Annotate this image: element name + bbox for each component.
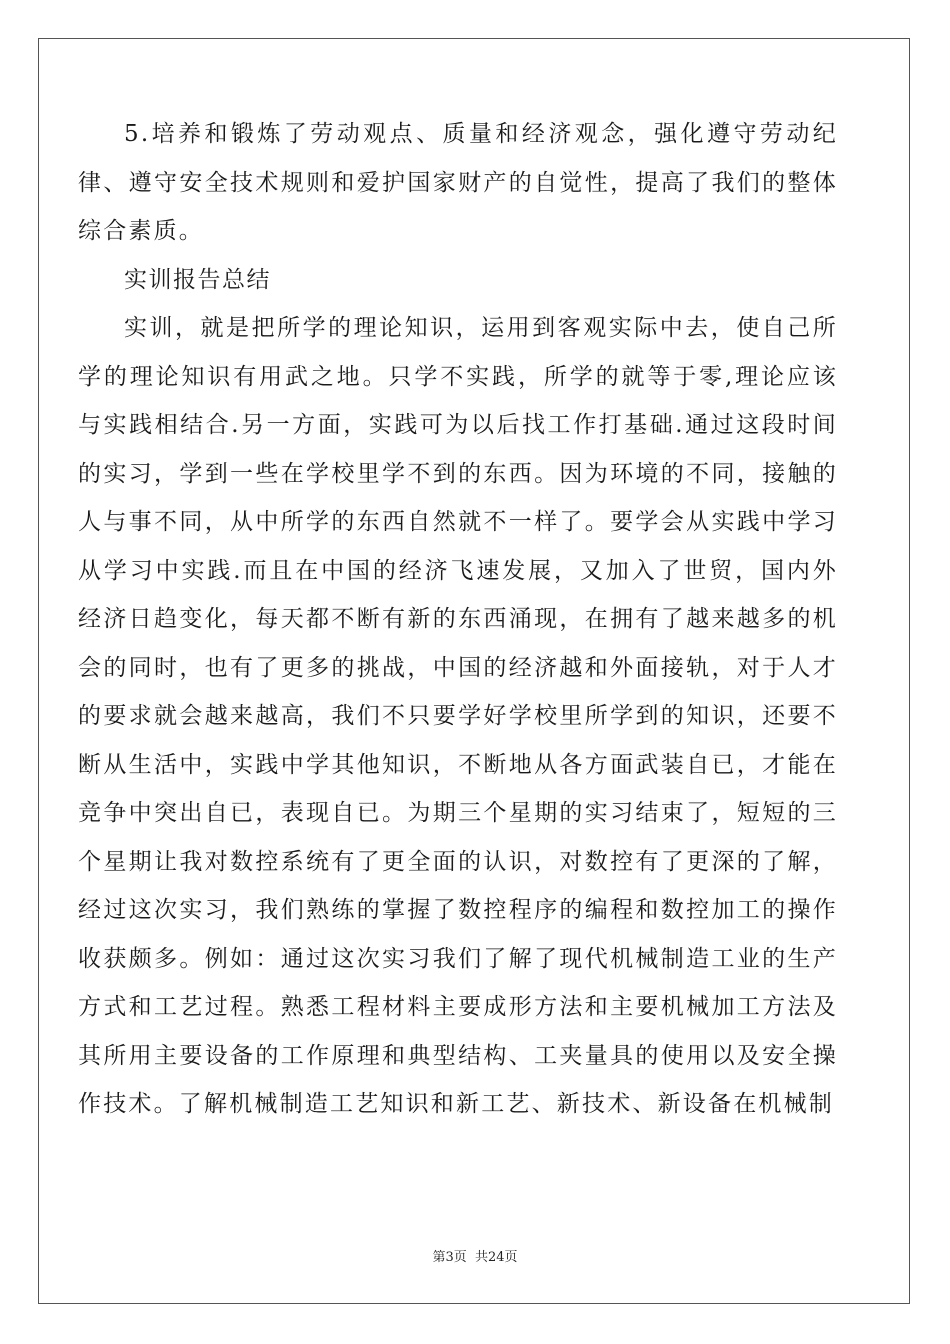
paragraph-training-summary: 实训，就是把所学的理论知识，运用到客观实际中去，使自己所学的理论知识有用武之地。只学不实践，所学的就等于零,理论应该与实践相结合.另一方面，实践可为以后找工作打基础.通过这段时间的实习，学到一些在学校里学不到的东西。因为环境的不同，接触的人与事不同，从中所学的东西自然就不一样了。要学会从实践中学习从学习中实践.而且在中国的经济飞速发展，又加入了世贸，国内外经济日趋变化，每天都不断有新的东西涌现，在拥有了越来越多的机会的同时，也有了更多的挑战，中国的经济越和外面接轨，对于人才的要求就会越来越高，我们不只要学好学校里所学到的知识，还要不断从生活中，实践中学其他知识，不断地从各方面武装自已，才能在竞争中突出自已，表现自已。为期三个星期的实习结束了，短短的三个星期让我对数控系统有了更全面的认识，对数控有了更深的了解，经过这次实习，我们熟练的掌握了数控程序的编程和数控加工的操作收获颇多。例如：通过这次实习我们了解了现代机械制造工业的生产方式和工艺过程。熟悉工程材料主要成形方法和主要机械加工方法及其所用主要设备的工作原理和典型结构、工夹量具的使用以及安全操作技术。了解机械制造工艺知识和新工艺、新技术、新设备在机械制 — [78, 315, 838, 1117]
paragraph-quality-awareness: 5.培养和锻炼了劳动观点、质量和经济观念，强化遵守劳动纪律、遵守安全技术规则和爱护国家财产的自觉性，提高了我们的整体综合素质。 — [78, 121, 838, 244]
page-footer — [0, 1246, 950, 1265]
total-pages: 共24页 — [474, 1250, 518, 1265]
document-body — [78, 110, 838, 1129]
page-number: 第3页 — [432, 1250, 467, 1265]
section-heading: 实训报告总结 — [124, 266, 271, 293]
